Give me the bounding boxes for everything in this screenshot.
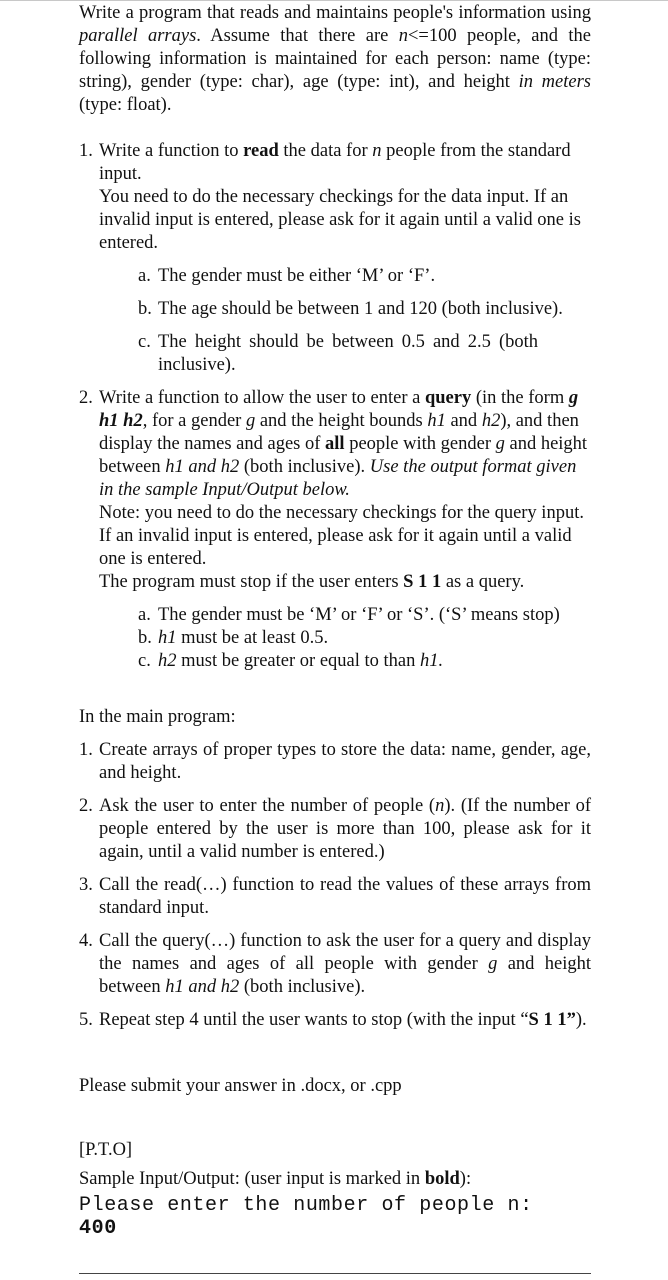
task-1-intro: Write a function to read the data for n people from the standard input. — [99, 141, 571, 184]
task-2-stop-condition: The program must stop if the user enters S 1 1 as a query. — [99, 572, 525, 592]
pto-marker: [P.T.O] — [79, 1140, 133, 1160]
main-step-4: 4. Call the query(…) function to ask the user for a query and display the names and ages of all people with gender g and height between h1 and h2 (both inclusive). — [79, 931, 592, 997]
rule-age: b. The age should be between 1 and 120 (both inclusive). — [138, 299, 563, 319]
document-page — [79, 2, 591, 1240]
task-1-rules — [99, 265, 591, 377]
main-program-heading: In the main program: — [79, 707, 236, 727]
task-list — [79, 140, 591, 673]
query-rule-h2: c. h2 must be greater or equal to than h1. — [138, 651, 444, 671]
task-1-check-note: You need to do the necessary checkings for the data input. If an invalid input is entered, please ask for it again until a valid one is entered. — [99, 187, 581, 253]
main-steps — [79, 739, 591, 1032]
bottom-rule — [79, 1273, 591, 1274]
main-step-5: 5. Repeat step 4 until the user wants to stop (with the input “S 1 1”). — [79, 1010, 587, 1030]
top-rule — [0, 0, 668, 1]
rule-height: c. The height should be between 0.5 and 2.5 (both inclusive). — [138, 332, 538, 375]
sample-user-input: 400 — [79, 1217, 117, 1240]
task-2-note: Note: you need to do the necessary checkings for the query input. If an invalid input is entered, please ask for it again until a valid one is entered. — [99, 503, 584, 569]
submission-note: Please submit your answer in .docx, or .cpp — [79, 1076, 402, 1096]
main-step-3: 3. Call the read(…) function to read the values of these arrays from standard input. — [79, 875, 591, 918]
sample-io-heading: Sample Input/Output: (user input is marked in bold): — [79, 1169, 472, 1189]
task-1: 1. Write a function to read the data for n people from the standard input. You need to do the necessary checkings for the data input. If an invalid input is entered, please ask for it again until a valid one is entered. a. The gender must be either ‘M’ or ‘F’. b. The age should be between 1 and 120 (both inclusive). c. The height should be between 0.5 and 2.5 (both inclusive). — [79, 140, 591, 377]
query-rule-gender: a. The gender must be ‘M’ or ‘F’ or ‘S’. (‘S’ means stop) — [138, 605, 560, 625]
query-rule-h1: b. h1 must be at least 0.5. — [138, 628, 329, 648]
task-2-rules — [99, 604, 591, 673]
main-step-2: 2. Ask the user to enter the number of people (n). (If the number of people entered by the user is more than 100, please ask for it again, until a valid number is entered.) — [79, 796, 591, 862]
sample-prompt: Please enter the number of people n: — [79, 1194, 533, 1217]
rule-gender: a. The gender must be either ‘M’ or ‘F’. — [138, 266, 436, 286]
task-2-description: Write a function to allow the user to enter a query (in the form g h1 h2, for a gender g and the height bounds h1 and h2), and then display the names and ages of all people with gender g and height between h1 and h2 (both inclusive). Use the output format given in the sample Input/Output below. — [99, 388, 588, 500]
intro-paragraph: Write a program that reads and maintains people's information using parallel arrays. Assume that there are n<=100 people, and the following information is maintained for each person: name (type: string), gender (type: char), age (type: int), and height in meters (type: float). — [79, 3, 592, 115]
task-2: 2. Write a function to allow the user to enter a query (in the form g h1 h2, for a gender g and the height bounds h1 and h2), and then display the names and ages of all people with gender g and height between h1 and h2 (both inclusive). Use the output format given in the sample Input/Output below. Note: you need to do the necessary checkings for the query input. If an invalid input is entered, please ask for it again until a valid one is entered. The program must stop if the user enters S 1 1 as a query. a. The gender must be ‘M’ or ‘F’ or ‘S’. (‘S’ means stop) b. h1 must be at least 0.5. c. h2 must be greater or equal to than h1. — [79, 387, 591, 673]
main-step-1: 1. Create arrays of proper types to store the data: name, gender, age, and height. — [79, 740, 591, 783]
